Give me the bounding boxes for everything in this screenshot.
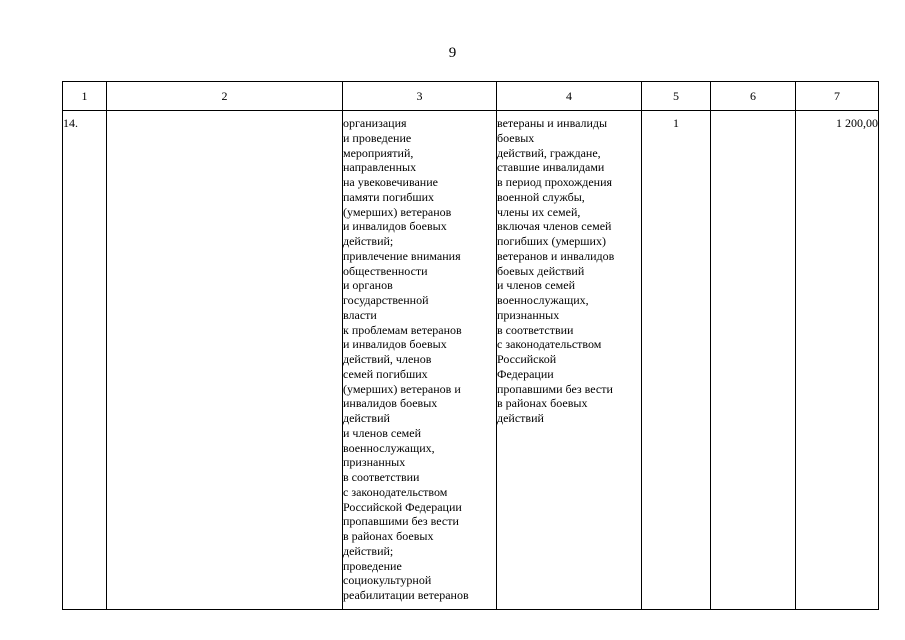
column-header: 2 — [107, 82, 343, 111]
activity-description-cell: организация и проведение мероприятий, направленных на увековечивание памяти погибших (умерших) ветеранов и инвалидов боевых действий; привлечение внимания общественности и органов государственной власти к проблемам ветеранов и инвалидов боевых действий, членов семей погибших (умерших) ветеранов и инвалидов боевых действий и членов семей военнослужащих, признанных в соответствии с законодательством Российской Федерации пропавшими без вести в районах боевых действий; проведение социокультурной реабилитации ветеранов — [343, 111, 497, 610]
column-header: 4 — [497, 82, 642, 111]
table-row — [63, 111, 879, 610]
column-header: 7 — [796, 82, 879, 111]
column-header: 1 — [63, 82, 107, 111]
row-number-cell: 14. — [63, 111, 107, 610]
empty-cell-col6 — [711, 111, 796, 610]
column-header: 6 — [711, 82, 796, 111]
target-group-cell: ветераны и инвалиды боевых действий, граждане, ставшие инвалидами в период прохождения военной службы, члены их семей, включая членов семей погибших (умерших) ветеранов и инвалидов боевых действий и членов семей военнослужащих, признанных в соответствии с законодательством Российской Федерации пропавшими без вести в районах боевых действий — [497, 111, 642, 610]
document-table — [62, 81, 879, 610]
table-header-row — [63, 82, 879, 111]
empty-cell-col2 — [107, 111, 343, 610]
count-cell: 1 — [642, 111, 711, 610]
page-number: 9 — [448, 45, 457, 61]
column-header: 3 — [343, 82, 497, 111]
column-header: 5 — [642, 82, 711, 111]
amount-cell: 1 200,00 — [796, 111, 879, 610]
